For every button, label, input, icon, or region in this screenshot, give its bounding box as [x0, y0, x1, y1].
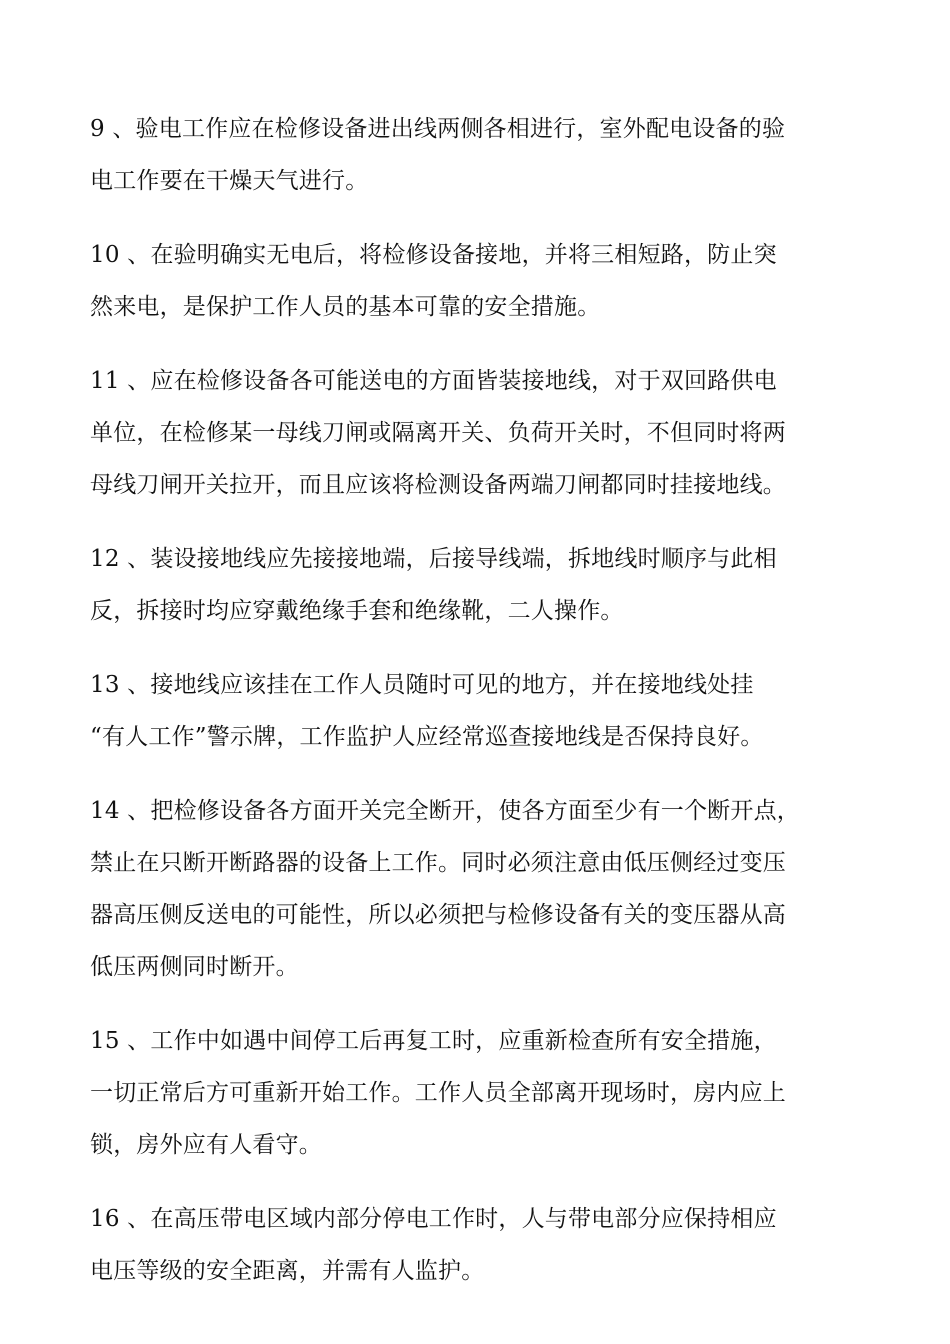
paragraph-line: 反，拆接时均应穿戴绝缘手套和绝缘靴，二人操作。: [90, 598, 624, 624]
paragraph-line: 器高压侧反送电的可能性，所以必须把与检修设备有关的变压器从高: [90, 902, 786, 928]
document-body: [90, 103, 865, 1319]
paragraph-item-11: [90, 355, 865, 511]
paragraph-line: 16 、在高压带电区域内部分停电工作时，人与带电部分应保持相应: [90, 1206, 777, 1232]
paragraph-line: 9 、验电工作应在检修设备进出线两侧各相进行，室外配电设备的验: [90, 116, 786, 142]
paragraph-line: 禁止在只断开断路器的设备上工作。同时必须注意由低压侧经过变压: [90, 850, 786, 876]
paragraph-line: 单位，在检修某一母线刀闸或隔离开关、负荷开关时，不但同时将两: [90, 420, 786, 446]
paragraph-line: 14 、把检修设备各方面开关完全断开，使各方面至少有一个断开点，: [90, 798, 800, 824]
paragraph-line: 15 、工作中如遇中间停工后再复工时，应重新检查所有安全措施，: [90, 1028, 777, 1054]
paragraph-line: 10 、在验明确实无电后，将检修设备接地，并将三相短路，防止突: [90, 242, 777, 268]
paragraph-item-16: [90, 1193, 865, 1297]
paragraph-item-9: [90, 103, 865, 207]
paragraph-line: 母线刀闸开关拉开，而且应该将检测设备两端刀闸都同时挂接地线。: [90, 472, 786, 498]
paragraph-line: 一切正常后方可重新开始工作。工作人员全部离开现场时，房内应上: [90, 1080, 786, 1106]
paragraph-item-15: [90, 1015, 865, 1171]
paragraph-line: 11 、应在检修设备各可能送电的方面皆装接地线，对于双回路供电: [90, 368, 777, 394]
paragraph-item-13: [90, 659, 865, 763]
paragraph-line: “有人工作”警示牌，工作监护人应经常巡查接地线是否保持良好。: [90, 724, 764, 750]
paragraph-item-10: [90, 229, 865, 333]
paragraph-line: 锁，房外应有人看守。: [90, 1132, 322, 1158]
paragraph-line: 电压等级的安全距离，并需有人监护。: [90, 1258, 485, 1284]
paragraph-line: 低压两侧同时断开。: [90, 954, 299, 980]
paragraph-line: 12 、装设接地线应先接接地端，后接导线端，拆地线时顺序与此相: [90, 546, 777, 572]
paragraph-line: 然来电，是保护工作人员的基本可靠的安全措施。: [90, 294, 601, 320]
paragraph-item-12: [90, 533, 865, 637]
paragraph-item-14: [90, 785, 865, 993]
paragraph-line: 电工作要在干燥天气进行。: [90, 168, 369, 194]
paragraph-line: 13 、接地线应该挂在工作人员随时可见的地方，并在接地线处挂: [90, 672, 754, 698]
